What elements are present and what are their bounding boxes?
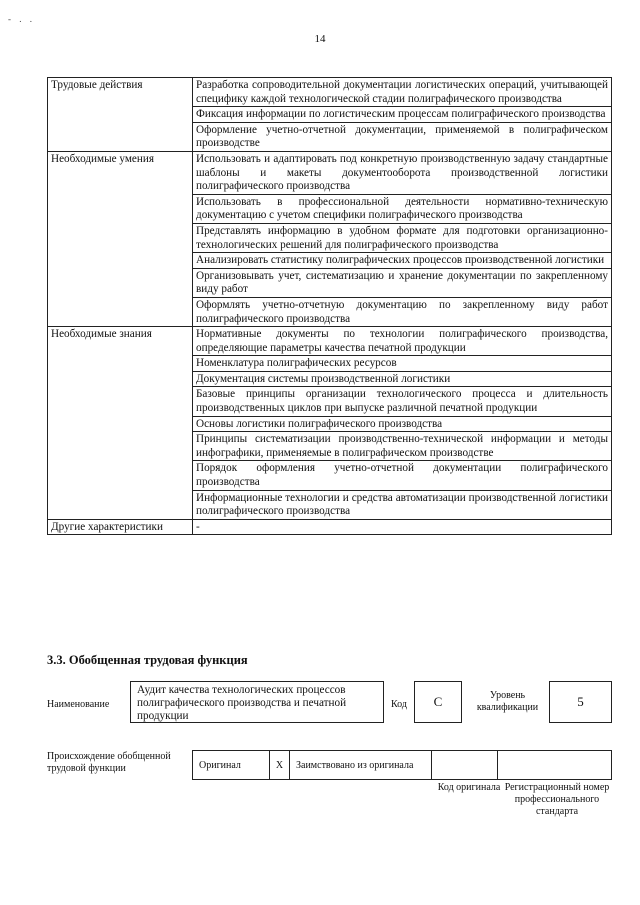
origin-original: Оригинал xyxy=(192,750,270,780)
row-value: Оформлять учетно-отчетную документацию по закрепленному виду работ полиграфического производства xyxy=(193,297,612,326)
row-value: Представлять информацию в удобном формате для подготовки организационно-технологических решений для полиграфического производства xyxy=(193,223,612,252)
corner-marks: - . . xyxy=(8,14,35,24)
row-value: Базовые принципы организации технологического процесса и длительность производственных циклов при выпуске различной печатной продукции xyxy=(193,387,612,416)
row-value: - xyxy=(193,519,612,535)
row-value: Документация системы производственной логистики xyxy=(193,371,612,387)
row-value: Использовать в профессиональной деятельности нормативно-техническую документацию с учетом специфики полиграфического производства xyxy=(193,194,612,223)
row-value: Анализировать статистику полиграфических процессов производственной логистики xyxy=(193,253,612,269)
qualification-level-value: 5 xyxy=(549,681,612,723)
row-value: Использовать и адаптировать под конкретную производственную задачу стандартные шаблоны и макеты документооборота производственной логистики полиграфического производства xyxy=(193,151,612,194)
row-label: Необходимые знания xyxy=(48,327,193,520)
origin-original-mark: X xyxy=(270,750,290,780)
row-label: Другие характеристики xyxy=(48,519,193,535)
origin-code-cell xyxy=(432,750,498,780)
origin-label: Происхождение обобщенной трудовой функции xyxy=(47,751,171,774)
row-value: Разработка сопроводительной документации логистических операций, учитывающей специфику каждой технологической стадии полиграфического производства xyxy=(193,78,612,107)
section-title: 3.3. Обобщенная трудовая функция xyxy=(47,653,248,667)
row-label: Необходимые умения xyxy=(48,151,193,326)
qualification-level-label: Уровень квалификации xyxy=(476,690,539,713)
table-row xyxy=(48,78,612,107)
labor-function-table xyxy=(47,77,612,535)
name-value: Аудит качества технологических процессов полиграфического производства и печатной продукции xyxy=(130,681,384,723)
row-value: Принципы систематизации производственно-технической информации и методы инфографики, применяемые в полиграфическом производстве xyxy=(193,432,612,461)
code-label: Код xyxy=(391,699,407,710)
origin-reg-caption: Регистрационный номер профессионального стандарта xyxy=(504,782,610,817)
name-label: Наименование xyxy=(47,699,110,710)
row-value: Фиксация информации по логистическим процессам полиграфического производства xyxy=(193,107,612,123)
row-value: Основы логистики полиграфического производства xyxy=(193,416,612,432)
table-row xyxy=(48,327,612,356)
origin-reg-cell xyxy=(498,750,612,780)
row-value: Номенклатура полиграфических ресурсов xyxy=(193,356,612,372)
page-number: 14 xyxy=(314,33,326,45)
origin-row xyxy=(192,750,612,780)
row-value: Порядок оформления учетно-отчетной документации полиграфического производства xyxy=(193,461,612,490)
table-row xyxy=(48,519,612,535)
row-value: Нормативные документы по технологии полиграфического производства, определяющие параметры качества печатной продукции xyxy=(193,327,612,356)
code-value: C xyxy=(414,681,462,723)
table-row xyxy=(48,151,612,194)
row-value: Организовывать учет, систематизацию и хранение документации по закрепленному виду работ xyxy=(193,268,612,297)
row-value: Оформление учетно-отчетной документации, применяемой в полиграфическом производстве xyxy=(193,122,612,151)
row-value: Информационные технологии и средства автоматизации производственной логистики полиграфического производства xyxy=(193,490,612,519)
origin-borrowed: Заимствовано из оригинала xyxy=(290,750,432,780)
row-label: Трудовые действия xyxy=(48,78,193,152)
origin-code-caption: Код оригинала xyxy=(437,782,501,793)
